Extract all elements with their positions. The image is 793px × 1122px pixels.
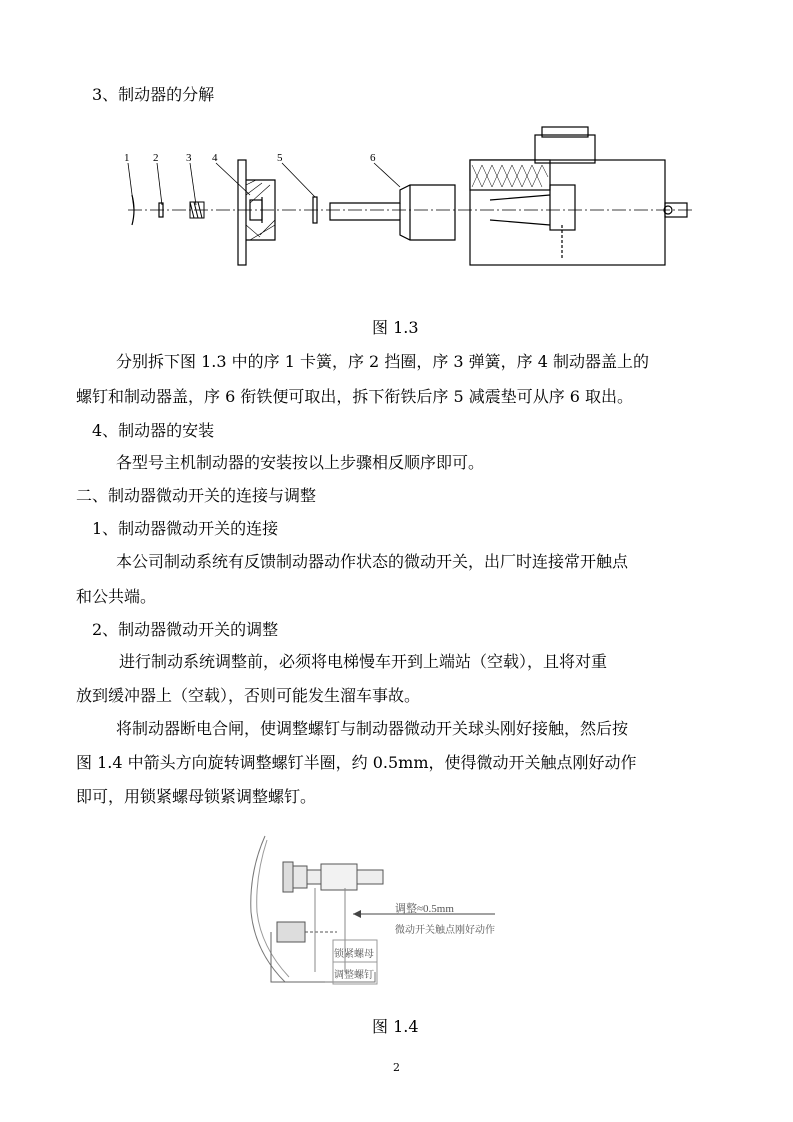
page-number: 2 [393, 1061, 400, 1074]
subsection-2-heading: 2、制动器微动开关的调整 [92, 620, 279, 639]
annotation-adjust-amount: 调整≈0.5mm [395, 903, 454, 915]
section-3-heading: 3、制动器的分解 [92, 85, 215, 104]
paragraph-5-line-1: 将制动器断电合闸，使调整螺钉与制动器微动开关球头刚好接触，然后按 [116, 719, 629, 738]
paragraph-4-line-2: 放到缓冲器上（空载），否则可能发生溜车事故。 [76, 686, 421, 705]
paragraph-5-line-3: 即可，用锁紧螺母锁紧调整螺钉。 [76, 787, 317, 806]
paragraph-1-line-1: 分别拆下图 1.3 中的序 1 卡簧，序 2 挡圈，序 3 弹簧，序 4 制动器盖上的 [116, 352, 650, 371]
part-label-6: 6 [370, 152, 376, 164]
annotation-adjust-screw: 调整螺钉 [334, 970, 374, 981]
paragraph-1-line-2: 螺钉和制动器盖，序 6 衔铁便可取出，拆下衔铁后序 5 减震垫可从序 6 取出。 [76, 387, 634, 406]
part-label-2: 2 [153, 152, 159, 164]
paragraph-3-line-1: 本公司制动系统有反馈制动器动作状态的微动开关，出厂时连接常开触点 [116, 552, 629, 571]
paragraph-4-line-1: 进行制动系统调整前，必须将电梯慢车开到上端站（空载），且将对重 [119, 652, 608, 671]
figure-1-3-caption: 图 1.3 [372, 318, 419, 337]
part-label-5: 5 [277, 152, 283, 164]
part-label-1: 1 [124, 152, 130, 164]
subsection-1-heading: 1、制动器微动开关的连接 [92, 519, 279, 538]
paragraph-2: 各型号主机制动器的安装按以上步骤相反顺序即可。 [116, 453, 485, 472]
figure-1-4-caption: 图 1.4 [372, 1017, 419, 1036]
paragraph-3-line-2: 和公共端。 [76, 587, 157, 606]
chapter-2-heading: 二、制动器微动开关的连接与调整 [76, 486, 317, 505]
figure-1-4-adjustment-drawing [245, 832, 510, 992]
figure-1-3-exploded-drawing [110, 125, 710, 285]
paragraph-5-line-2: 图 1.4 中箭头方向旋转调整螺钉半圈，约 0.5mm，使得微动开关触点刚好动作 [76, 753, 637, 772]
part-label-3: 3 [186, 152, 192, 164]
part-label-4: 4 [212, 152, 218, 164]
section-4-heading: 4、制动器的安装 [92, 421, 215, 440]
annotation-lock-nut: 锁紧螺母 [334, 949, 374, 960]
annotation-switch-contact: 微动开关触点刚好动作 [395, 925, 495, 936]
